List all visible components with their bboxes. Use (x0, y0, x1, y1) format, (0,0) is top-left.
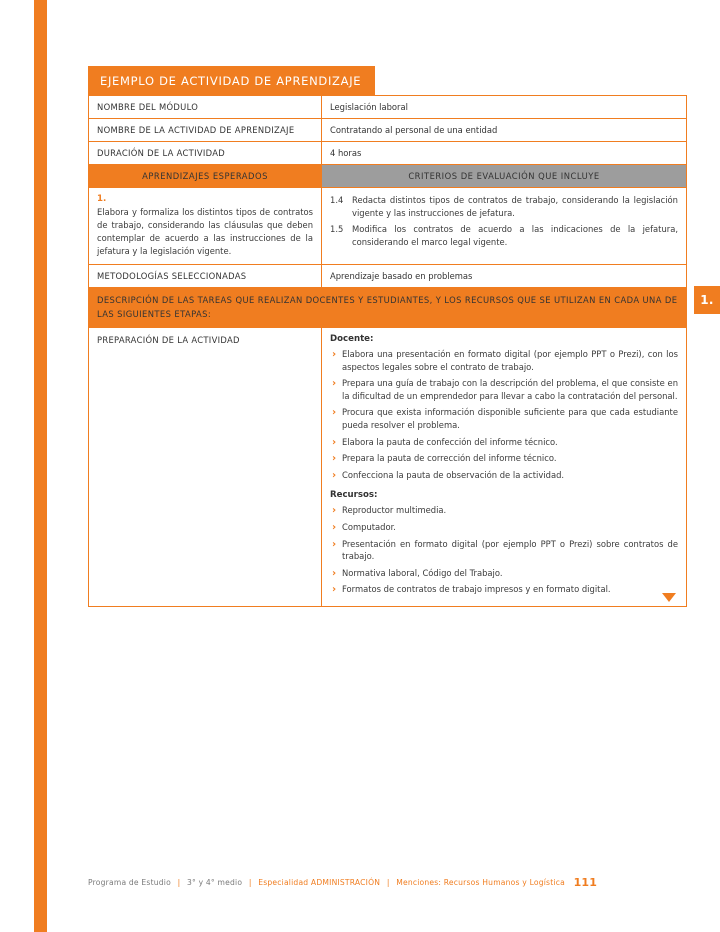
activity-name-value: Contratando al personal de una entidad (322, 119, 687, 142)
footer-separator: | (386, 878, 390, 887)
footer-separator: | (248, 878, 252, 887)
footer-program: Programa de Estudio (88, 878, 171, 887)
expected-learning-text: Elabora y formaliza los distintos tipos de contratos de trabajo, considerando las cláusulas que deben contemplar de acuerdo a las instrucciones de la jefatura y la legislación vigente. (97, 207, 313, 257)
tasks-description-band: DESCRIPCIÓN DE LAS TAREAS QUE REALIZAN DOCENTES Y ESTUDIANTES, Y LOS RECURSOS QUE SE UTILIZAN EN CADA UNA DE LAS SIGUIENTES ETAPAS: (89, 288, 687, 328)
list-item: › Elabora la pauta de confección del informe técnico. (330, 436, 678, 449)
resources-list (330, 504, 678, 596)
document-body (88, 66, 678, 607)
table-row (89, 265, 687, 288)
criteria-item (330, 223, 678, 249)
criteria-item (330, 194, 678, 220)
page-number: 111 (573, 876, 598, 889)
list-item: › Presentación en formato digital (por ejemplo PPT o Prezi) sobre contratos de trabajo. (330, 538, 678, 563)
page-left-accent-bar (34, 0, 47, 932)
criteria-text: Redacta distintos tipos de contratos de trabajo, considerando la legislación vigente y las instrucciones de jefatura. (352, 195, 678, 219)
list-item: › Normativa laboral, Código del Trabajo. (330, 567, 678, 580)
footer-mentions: Menciones: Recursos Humanos y Logística (396, 878, 565, 887)
criteria-number: 1.4 (330, 195, 344, 205)
teacher-task-list (330, 348, 678, 481)
footer-specialty: Especialidad ADMINISTRACIÓN (258, 878, 381, 887)
table-band-row (89, 288, 687, 328)
chapter-side-tab: 1. (694, 286, 720, 314)
evaluation-criteria-header: CRITERIOS DE EVALUACIÓN QUE INCLUYE (322, 165, 687, 188)
table-row (89, 96, 687, 119)
criteria-text: Modifica los contratos de acuerdo a las indicaciones de la jefatura, considerando el marco legal vigente. (352, 224, 678, 248)
module-name-value: Legislación laboral (322, 96, 687, 119)
preparation-label: PREPARACIÓN DE LA ACTIVIDAD (89, 327, 322, 606)
list-item: › Computador. (330, 521, 678, 534)
expected-learning-cell (89, 188, 322, 265)
table-header-row (89, 165, 687, 188)
methodology-label: METODOLOGÍAS SELECCIONADAS (89, 265, 322, 288)
duration-label: DURACIÓN DE LA ACTIVIDAD (89, 142, 322, 165)
list-item: › Reproductor multimedia. (330, 504, 678, 517)
list-item: › Formatos de contratos de trabajo impresos y en formato digital. (330, 583, 678, 596)
evaluation-criteria-cell (322, 188, 687, 265)
page-title: EJEMPLO DE ACTIVIDAD DE APRENDIZAJE (88, 66, 375, 95)
list-item: › Elabora una presentación en formato digital (por ejemplo PPT o Prezi), con los aspectos legales sobre el contrato de trabajo. (330, 348, 678, 373)
activity-table (88, 95, 687, 607)
list-item: › Prepara la pauta de corrección del informe técnico. (330, 452, 678, 465)
activity-name-label: NOMBRE DE LA ACTIVIDAD DE APRENDIZAJE (89, 119, 322, 142)
table-row (89, 327, 687, 606)
footer-level: 3° y 4° medio (186, 878, 243, 887)
expected-learning-header: APRENDIZAJES ESPERADOS (89, 165, 322, 188)
teacher-subtitle: Docente: (330, 333, 374, 344)
resources-subtitle: Recursos: (330, 490, 378, 501)
list-item: › Confecciona la pauta de observación de la actividad. (330, 469, 678, 482)
methodology-value: Aprendizaje basado en problemas (322, 265, 687, 288)
list-item: › Prepara una guía de trabajo con la descripción del problema, el que consiste en la dificultad de un emprendedor para llevar a cabo la contratación del personal. (330, 377, 678, 402)
list-item: › Procura que exista información disponible suficiente para que cada estudiante pueda resolver el problema. (330, 406, 678, 431)
table-row (89, 188, 687, 265)
module-name-label: NOMBRE DEL MÓDULO (89, 96, 322, 119)
table-row (89, 142, 687, 165)
page-footer (88, 876, 654, 889)
continues-down-icon (662, 593, 676, 602)
duration-value: 4 horas (322, 142, 687, 165)
expected-learning-number: 1. (97, 194, 107, 204)
preparation-content-cell (322, 327, 687, 606)
criteria-number: 1.5 (330, 224, 344, 235)
footer-separator: | (177, 878, 181, 887)
table-row (89, 119, 687, 142)
